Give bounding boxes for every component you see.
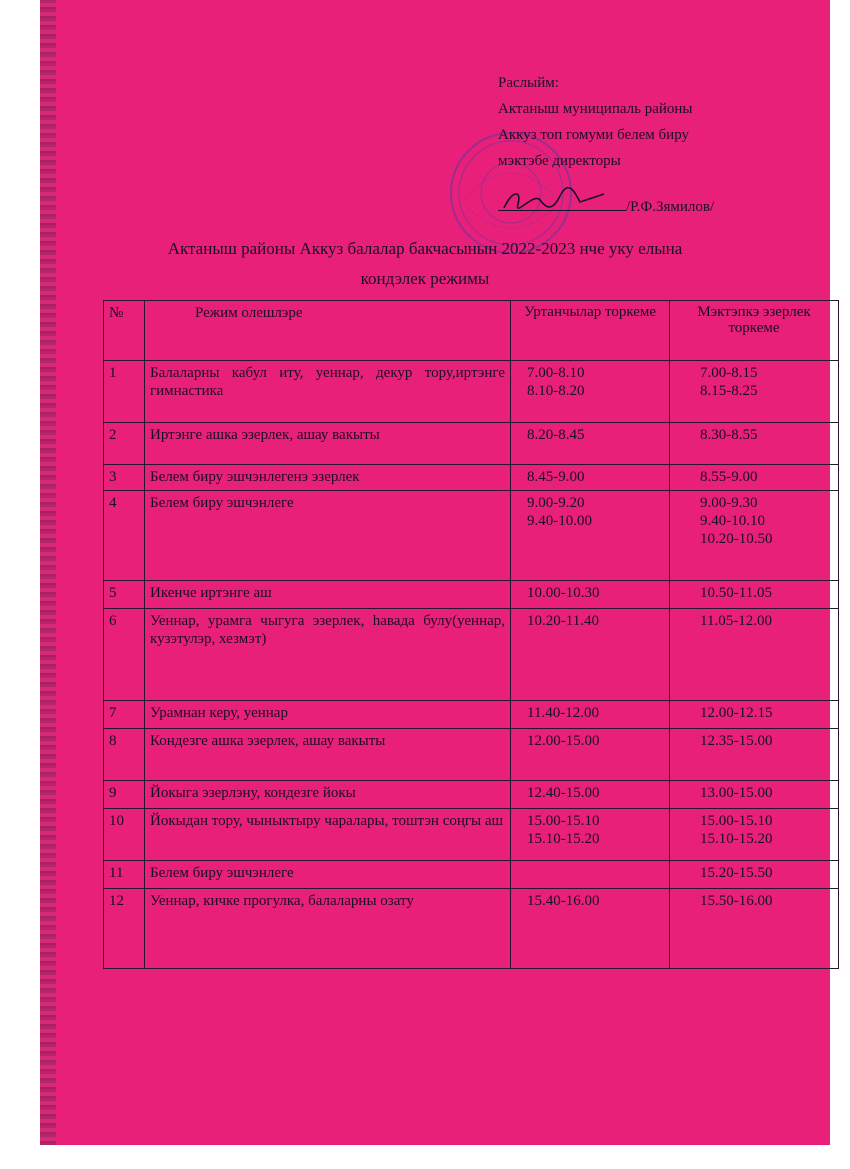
approval-block (498, 70, 693, 174)
prep-group-time-cell (670, 729, 839, 781)
approval-line: Актаныш муниципаль районы (498, 101, 693, 117)
prep-group-time: 15.50-16.00 (700, 893, 773, 909)
approval-line: мэктэбе директоры (498, 153, 621, 169)
middle-group-time: 8.10-8.20 (527, 383, 585, 399)
approval-line: Раслыйм: (498, 75, 559, 91)
middle-group-time-cell (511, 861, 670, 889)
table-row (104, 361, 839, 423)
prep-group-time: 15.20-15.50 (700, 865, 773, 881)
middle-group-time: 8.20-8.45 (527, 427, 585, 443)
prep-group-time: 10.50-11.05 (700, 585, 772, 601)
prep-group-time-cell (670, 423, 839, 465)
table-row (104, 465, 839, 491)
prep-group-time: 8.30-8.55 (700, 427, 758, 443)
middle-group-time: 10.20-11.40 (527, 613, 599, 629)
prep-group-time: 15.10-15.20 (700, 831, 773, 847)
middle-group-time-cell (511, 889, 670, 969)
prep-group-time: 13.00-15.00 (700, 785, 773, 801)
row-activity: Белем биру эшчэнлеге (145, 491, 511, 581)
row-activity: Урамнан керу, уеннар (145, 701, 511, 729)
middle-group-time-cell (511, 465, 670, 491)
prep-group-time: 7.00-8.15 (700, 365, 758, 381)
row-number: 6 (104, 609, 145, 701)
prep-group-time: 12.35-15.00 (700, 733, 773, 749)
prep-group-time: 15.00-15.10 (700, 813, 773, 829)
middle-group-time: 8.45-9.00 (527, 469, 585, 485)
middle-group-time-cell (511, 581, 670, 609)
director-name: /Р.Ф.Зямилов/ (626, 199, 715, 215)
prep-group-time-cell (670, 861, 839, 889)
row-activity: Белем биру эшчэнлегенэ эзерлек (145, 465, 511, 491)
middle-group-time-cell (511, 491, 670, 581)
table-row (104, 423, 839, 465)
document-title (0, 234, 850, 294)
prep-group-time: 8.55-9.00 (700, 469, 758, 485)
prep-group-time-cell (670, 781, 839, 809)
row-number: 1 (104, 361, 145, 423)
middle-group-time-cell (511, 361, 670, 423)
middle-group-time: 12.00-15.00 (527, 733, 600, 749)
middle-group-time: 7.00-8.10 (527, 365, 585, 381)
row-activity: Йокыдан тору, чыныктыру чаралары, тоштэн соңгы аш (145, 809, 511, 861)
table-row (104, 781, 839, 809)
row-activity: Кондезге ашка эзерлек, ашау вакыты (145, 729, 511, 781)
middle-group-time: 15.00-15.10 (527, 813, 600, 829)
scan-edge-shadow (40, 0, 56, 1145)
middle-group-time: 11.40-12.00 (527, 705, 599, 721)
row-activity: Белем биру эшчэнлеге (145, 861, 511, 889)
row-number: 9 (104, 781, 145, 809)
prep-group-time-cell (670, 809, 839, 861)
row-number: 2 (104, 423, 145, 465)
table-row (104, 609, 839, 701)
prep-group-time-cell (670, 609, 839, 701)
middle-group-time-cell (511, 781, 670, 809)
table-row (104, 581, 839, 609)
row-activity: Иртэнге ашка эзерлек, ашау вакыты (145, 423, 511, 465)
table-row (104, 809, 839, 861)
signature-line (498, 198, 626, 211)
middle-group-time: 9.40-10.00 (527, 513, 592, 529)
row-number: 10 (104, 809, 145, 861)
approval-line: Аккуз топ гомуми белем биру (498, 127, 690, 143)
prep-group-time: 9.00-9.30 (700, 495, 758, 511)
prep-group-time: 8.15-8.25 (700, 383, 758, 399)
prep-group-time: 12.00-12.15 (700, 705, 773, 721)
middle-group-time-cell (511, 809, 670, 861)
prep-group-time: 9.40-10.10 (700, 513, 765, 529)
middle-group-time-cell (511, 701, 670, 729)
table-row (104, 701, 839, 729)
row-number: 11 (104, 861, 145, 889)
prep-group-time: 10.20-10.50 (700, 531, 773, 547)
signature-row (498, 198, 714, 216)
table-row (104, 861, 839, 889)
row-activity: Балаларны кабул иту, уеннар, декур тору,иртэнге гимнастика (145, 361, 511, 423)
daily-schedule-table (103, 300, 839, 969)
table-row (104, 491, 839, 581)
header-middle-group: Уртанчылар торкеме (511, 301, 670, 361)
header-prep-group: Мэктэпкэ эзерлек торкеме (670, 301, 839, 361)
middle-group-time-cell (511, 423, 670, 465)
table-row (104, 889, 839, 969)
row-activity: Уеннар, кичке прогулка, балаларны озату (145, 889, 511, 969)
row-number: 4 (104, 491, 145, 581)
row-number: 3 (104, 465, 145, 491)
row-activity: Икенче иртэнге аш (145, 581, 511, 609)
row-number: 8 (104, 729, 145, 781)
middle-group-time-cell (511, 609, 670, 701)
middle-group-time-cell (511, 729, 670, 781)
prep-group-time-cell (670, 465, 839, 491)
middle-group-time: 9.00-9.20 (527, 495, 585, 511)
header-activity: Режим олешлэре (145, 301, 511, 361)
title-line-2: кондэлек режимы (360, 269, 490, 288)
row-number: 7 (104, 701, 145, 729)
row-activity: Йокыга эзерлэну, кондезге йокы (145, 781, 511, 809)
row-number: 5 (104, 581, 145, 609)
prep-group-time-cell (670, 491, 839, 581)
prep-group-time: 11.05-12.00 (700, 613, 772, 629)
row-activity: Уеннар, урамга чыгуга эзерлек, hавада булу(уеннар, кузэтулэр, хезмэт) (145, 609, 511, 701)
prep-group-time-cell (670, 581, 839, 609)
middle-group-time: 15.10-15.20 (527, 831, 600, 847)
header-number: № (104, 301, 145, 361)
prep-group-time-cell (670, 701, 839, 729)
prep-group-time-cell (670, 361, 839, 423)
table-header-row (104, 301, 839, 361)
middle-group-time: 15.40-16.00 (527, 893, 600, 909)
table-row (104, 729, 839, 781)
middle-group-time: 12.40-15.00 (527, 785, 600, 801)
prep-group-time-cell (670, 889, 839, 969)
middle-group-time: 10.00-10.30 (527, 585, 600, 601)
title-line-1: Актаныш районы Аккуз балалар бакчасынын 2022-2023 нче уку елына (167, 239, 683, 258)
row-number: 12 (104, 889, 145, 969)
